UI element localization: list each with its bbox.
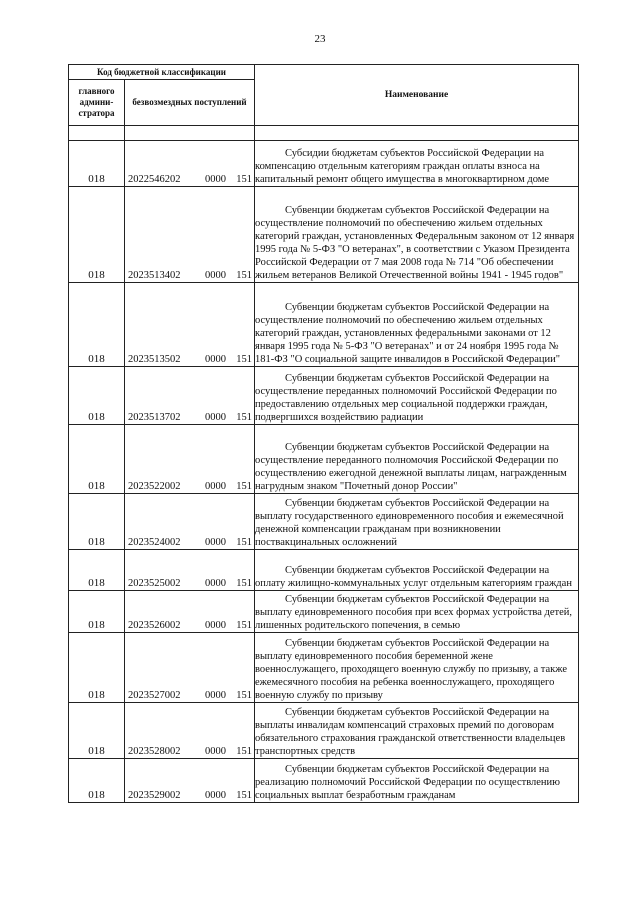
name-cell: [255, 367, 579, 425]
economic-class-code: 151: [236, 746, 252, 757]
admin-code-cell: 018: [69, 494, 125, 550]
revenue-code-cell: [125, 703, 255, 759]
program-code: 0000: [205, 481, 226, 492]
economic-class-code: 151: [236, 270, 252, 281]
name-text: Субвенции бюджетам субъектов Российской Федерации на оплату жилищно-коммунальных услуг отдельным категориям граждан: [255, 565, 572, 589]
kbk-code: 2023513702: [128, 412, 181, 423]
kbk-code: 2023527002: [128, 690, 181, 701]
name-cell: [255, 425, 579, 494]
economic-class-code: 151: [236, 790, 252, 801]
name-cell: [255, 703, 579, 759]
economic-class-code: 151: [236, 537, 252, 548]
admin-code-cell: 018: [69, 759, 125, 803]
kbk-code: 2023525002: [128, 578, 181, 589]
kbk-code: 2023526002: [128, 620, 181, 631]
kbk-code: 2023513502: [128, 354, 181, 365]
program-code: 0000: [205, 270, 226, 281]
name-cell: [255, 494, 579, 550]
program-code: 0000: [205, 620, 226, 631]
economic-class-code: 151: [236, 578, 252, 589]
economic-class-code: 151: [236, 481, 252, 492]
program-code: 0000: [205, 174, 226, 185]
program-code: 0000: [205, 578, 226, 589]
revenue-code-cell: [125, 591, 255, 633]
kbk-code: 2023513402: [128, 270, 181, 281]
economic-class-code: 151: [236, 412, 252, 423]
revenue-code-cell: [125, 283, 255, 367]
economic-class-code: 151: [236, 354, 252, 365]
admin-code-cell: 018: [69, 550, 125, 591]
program-code: 0000: [205, 746, 226, 757]
admin-code-cell: 018: [69, 633, 125, 703]
name-text: Субвенции бюджетам субъектов Российской Федерации на осуществление переданного полномочия Российской Федерации по осуществлению ежегодной денежной выплаты лицам, награжденным нагрудным знаком "Почетный донор России": [255, 442, 567, 492]
spacer-row: [69, 126, 579, 141]
revenue-code-cell: [125, 759, 255, 803]
admin-code-cell: 018: [69, 591, 125, 633]
revenue-code-cell: [125, 141, 255, 187]
kbk-code: 2023529002: [128, 790, 181, 801]
name-text: Субвенции бюджетам субъектов Российской Федерации на осуществление полномочий по обеспечению жильем отдельных категорий граждан, установленных Федеральным законом от 12 января 1995 года № 5-ФЗ "О ветеранах", в соответствии с Указом Президента Российской Федерации от 7 мая 2008 года № 714 "Об обеспечении жильем ветеранов Великой Отечественной войны 1941 - 1945 годов": [255, 205, 575, 281]
page-number: 23: [314, 33, 326, 45]
name-cell: [255, 591, 579, 633]
admin-code-cell: 018: [69, 703, 125, 759]
revenue-code-cell: [125, 367, 255, 425]
name-cell: [255, 633, 579, 703]
name-text: Субвенции бюджетам субъектов Российской Федерации на осуществление полномочий по обеспечению жильем отдельных категорий граждан, установленных федеральными законами от 12 января 1995 года № 5-ФЗ "О ветеранах" и от 24 ноября 1995 года № 181-ФЗ "О социальной защите инвалидов в Российской Федерации": [255, 302, 561, 365]
name-cell: [255, 759, 579, 803]
name-text: Субвенции бюджетам субъектов Российской Федерации на выплату единовременного пособия беременной жене военнослужащего, проходящего военную службу по призыву, а также ежемесячного пособия на ребенка военнослужащего, проходящего военную службу по призыву: [255, 638, 568, 701]
revenue-code-cell: [125, 494, 255, 550]
revenue-code-cell: [125, 633, 255, 703]
header-group-title: Код бюджетной классификации: [69, 65, 255, 80]
admin-code-cell: 018: [69, 187, 125, 283]
kbk-code: 2023528002: [128, 746, 181, 757]
name-cell: [255, 141, 579, 187]
economic-class-code: 151: [236, 690, 252, 701]
table-row: [69, 759, 579, 803]
program-code: 0000: [205, 790, 226, 801]
kbk-code: 2023522002: [128, 481, 181, 492]
admin-code-cell: 018: [69, 425, 125, 494]
table-row: [69, 550, 579, 591]
revenue-code-cell: [125, 425, 255, 494]
name-cell: [255, 550, 579, 591]
name-text: Субвенции бюджетам субъектов Российской Федерации на осуществление переданных полномочий Российской Федерации по предоставлению отдельных мер социальной поддержки граждан, подвергшихся воздействию радиации: [255, 373, 557, 423]
header-admin-column: главного админи-стратора: [69, 80, 125, 126]
name-text: Субвенции бюджетам субъектов Российской Федерации на выплаты инвалидам компенсаций страховых премий по договорам обязательного страхования гражданской ответственности владельцев транспортных средств: [255, 707, 566, 757]
name-text: Субвенции бюджетам субъектов Российской Федерации на реализацию полномочий Российской Федерации по осуществлению социальных выплат безработным гражданам: [255, 764, 561, 801]
program-code: 0000: [205, 412, 226, 423]
header-name-column: Наименование: [255, 65, 579, 126]
table-row: [69, 425, 579, 494]
revenue-code-cell: [125, 187, 255, 283]
header-code-column: безвозмездных поступлений: [125, 80, 255, 126]
admin-code-cell: 018: [69, 367, 125, 425]
program-code: 0000: [205, 537, 226, 548]
table-row: [69, 494, 579, 550]
table-row: [69, 633, 579, 703]
budget-classification-table: [68, 64, 579, 803]
name-cell: [255, 187, 579, 283]
table-row: [69, 591, 579, 633]
table-row: [69, 141, 579, 187]
kbk-code: 2023524002: [128, 537, 181, 548]
table-row: [69, 367, 579, 425]
program-code: 0000: [205, 354, 226, 365]
table-row: [69, 703, 579, 759]
economic-class-code: 151: [236, 620, 252, 631]
table-row: [69, 283, 579, 367]
name-cell: [255, 283, 579, 367]
admin-code-cell: 018: [69, 283, 125, 367]
economic-class-code: 151: [236, 174, 252, 185]
table-row: [69, 187, 579, 283]
program-code: 0000: [205, 690, 226, 701]
kbk-code: 2022546202: [128, 174, 181, 185]
name-text: Субвенции бюджетам субъектов Российской Федерации на выплату государственного единовременного пособия и ежемесячной денежной компенсации гражданам при возникновении поствакцинальных осложнений: [255, 498, 564, 548]
name-text: Субсидии бюджетам субъектов Российской Федерации на компенсацию отдельным категориям граждан оплаты взноса на капитальный ремонт общего имущества в многоквартирном доме: [255, 148, 550, 185]
revenue-code-cell: [125, 550, 255, 591]
admin-code-cell: 018: [69, 141, 125, 187]
name-text: Субвенции бюджетам субъектов Российской Федерации на выплату единовременного пособия при всех формах устройства детей, лишенных родительского попечения, в семью: [255, 594, 573, 631]
